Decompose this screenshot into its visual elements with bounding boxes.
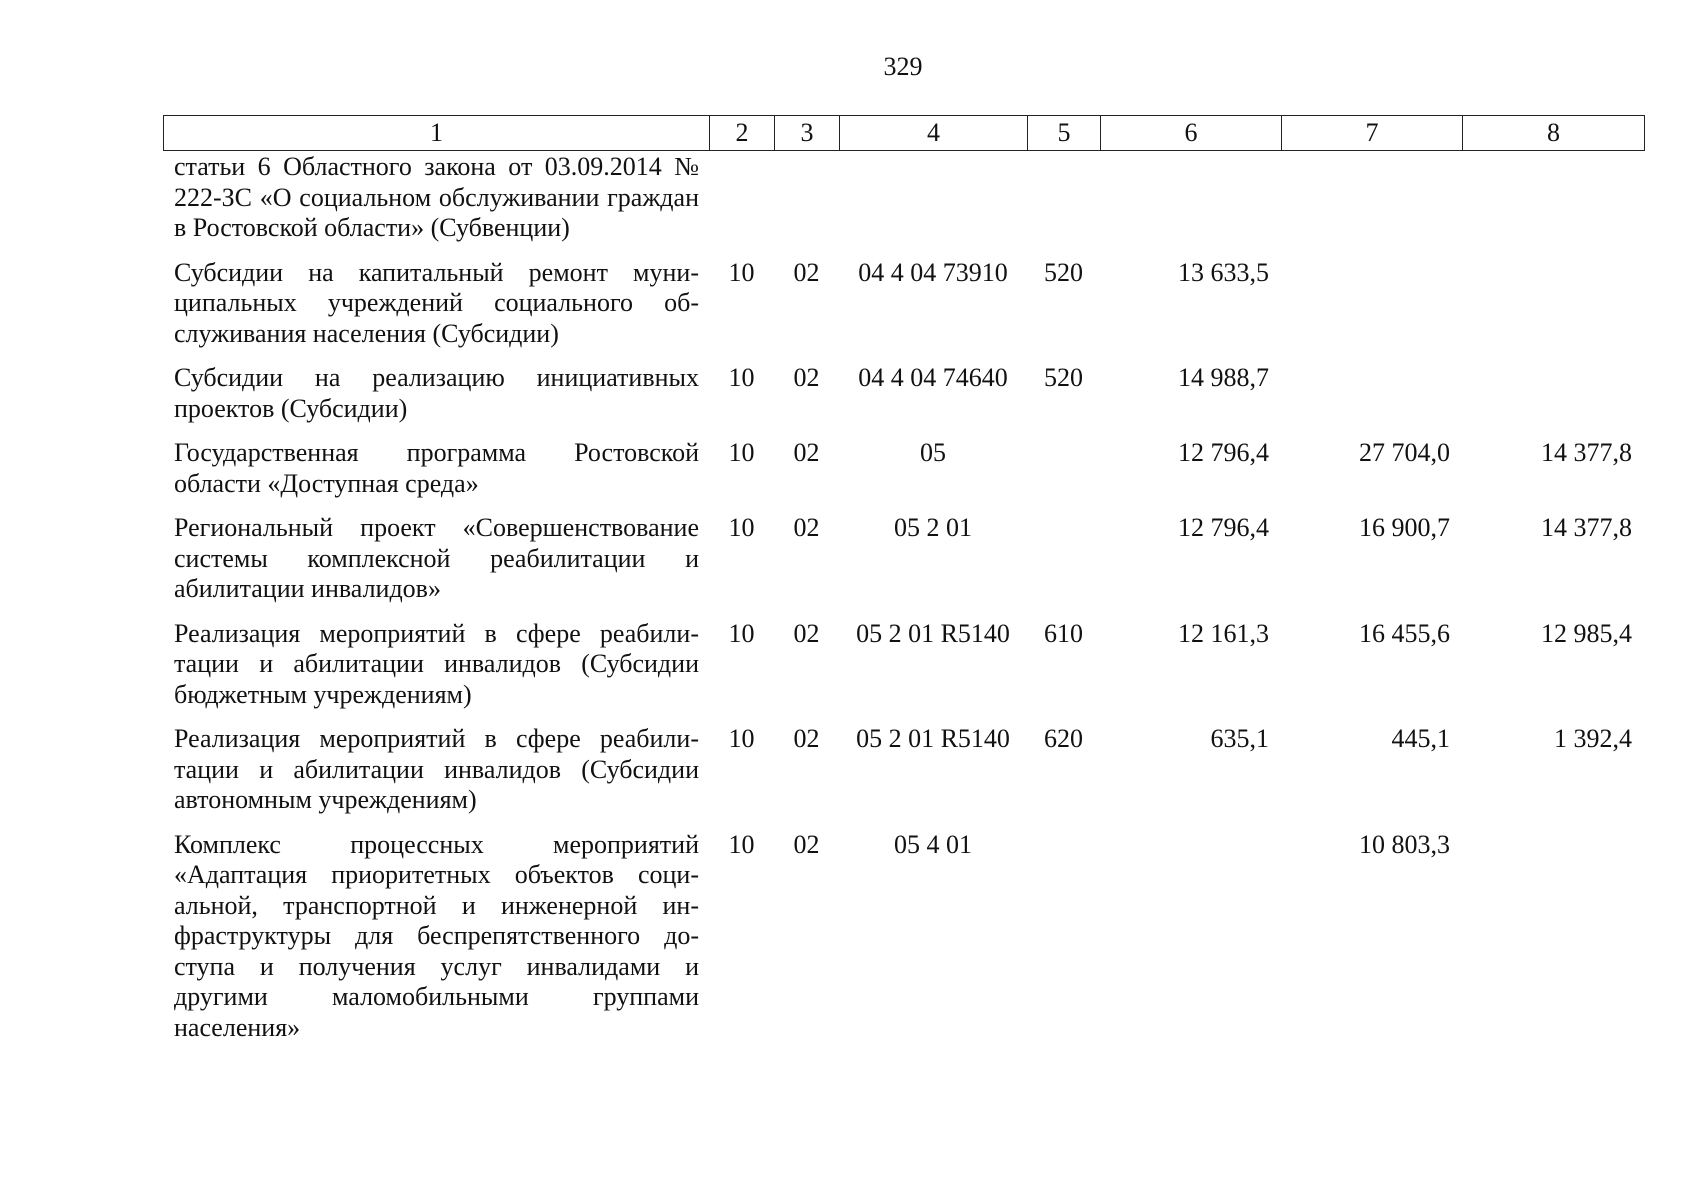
row-name: Реализация мероприятий в сфере реабилитации и абилитации инвалидов (Субсидии бюджетным учреждениям) [174, 618, 699, 709]
row-year3: 1 392,4 [1554, 724, 1632, 753]
table-row [163, 513, 1644, 605]
row-csr: 05 4 01 [894, 829, 972, 859]
row-year2: 445,1 [1391, 724, 1450, 753]
row-vr: 620 [1044, 724, 1083, 753]
column-header-2: 2 [710, 116, 775, 151]
column-header-1: 1 [164, 116, 710, 151]
row-year1: 12 161,3 [1178, 618, 1269, 648]
row-pr: 02 [793, 829, 820, 859]
column-header-5: 5 [1028, 116, 1101, 151]
row-year3: 14 377,8 [1541, 513, 1632, 542]
row-rz: 10 [728, 724, 755, 753]
row-pr: 02 [793, 513, 820, 542]
row-year2: 27 704,0 [1359, 438, 1450, 467]
table-row [163, 438, 1644, 499]
row-name: Субсидии на капитальный ремонт муниципальных учреждений социального обслуживания населения (Субсидии) [174, 257, 699, 348]
row-name: Региональный проект «Совершенствование системы комплексной реабилитации и абилитации инвалидов» [174, 513, 699, 603]
row-pr: 02 [793, 724, 820, 753]
row-rz: 10 [728, 257, 755, 287]
row-csr: 05 2 01 [894, 513, 972, 542]
row-pr: 02 [793, 363, 820, 392]
table-row [163, 619, 1644, 711]
row-year3: 14 377,8 [1541, 438, 1632, 467]
row-rz: 10 [728, 438, 755, 467]
row-rz: 10 [728, 829, 755, 859]
table-row [163, 724, 1644, 816]
row-year1: 12 796,4 [1178, 438, 1269, 467]
row-year1: 12 796,4 [1178, 513, 1269, 542]
row-name: Комплекс процессных мероприятий «Адаптация приоритетных объектов социальной, транспортной и инженерной инфраструктуры для беспрепятственного доступа и получения услуг инвалидами и другими маломобильными группами населения» [174, 829, 699, 1042]
column-header-3: 3 [775, 116, 840, 151]
row-year2: 16 455,6 [1359, 618, 1450, 648]
column-header-6: 6 [1101, 116, 1282, 151]
row-name: Субсидии на реализацию инициативных проектов (Субсидии) [174, 363, 699, 423]
row-rz: 10 [728, 618, 755, 648]
table-row [163, 152, 1644, 244]
row-year1: 14 988,7 [1178, 363, 1269, 392]
row-year2: 16 900,7 [1359, 513, 1450, 542]
column-header-4: 4 [840, 116, 1028, 151]
row-pr: 02 [793, 257, 820, 287]
row-vr: 520 [1044, 363, 1083, 392]
row-csr: 05 [920, 438, 946, 467]
row-pr: 02 [793, 438, 820, 467]
table-row [163, 258, 1644, 350]
page-number: 329 [883, 52, 923, 81]
row-name: Реализация мероприятий в сфере реабилитации и абилитации инвалидов (Субсидии автономным учреждениям) [174, 724, 699, 814]
row-csr: 04 4 04 74640 [858, 363, 1008, 392]
table-body [163, 152, 1644, 1057]
row-rz: 10 [728, 363, 755, 392]
row-name: статьи 6 Областного закона от 03.09.2014 № 222-ЗС «О социальном обслуживании граждан в Ростовской области» (Субвенции) [174, 152, 699, 242]
row-csr: 04 4 04 73910 [858, 257, 1008, 287]
row-name: Государственная программа Ростовской области «Доступная среда» [174, 438, 699, 498]
table-row [163, 363, 1644, 424]
table-row [163, 830, 1644, 1044]
row-year1: 13 633,5 [1178, 257, 1269, 287]
row-csr: 05 2 01 R5140 [856, 618, 1010, 648]
row-vr: 520 [1044, 257, 1083, 287]
row-year1: 635,1 [1210, 724, 1269, 753]
row-year3: 12 985,4 [1541, 618, 1632, 648]
row-rz: 10 [728, 513, 755, 542]
row-csr: 05 2 01 R5140 [856, 724, 1010, 753]
row-year2: 10 803,3 [1359, 829, 1450, 859]
row-vr: 610 [1044, 618, 1083, 648]
column-header-7: 7 [1282, 116, 1463, 151]
table-header [163, 115, 1645, 151]
row-pr: 02 [793, 618, 820, 648]
column-header-8: 8 [1463, 116, 1645, 151]
